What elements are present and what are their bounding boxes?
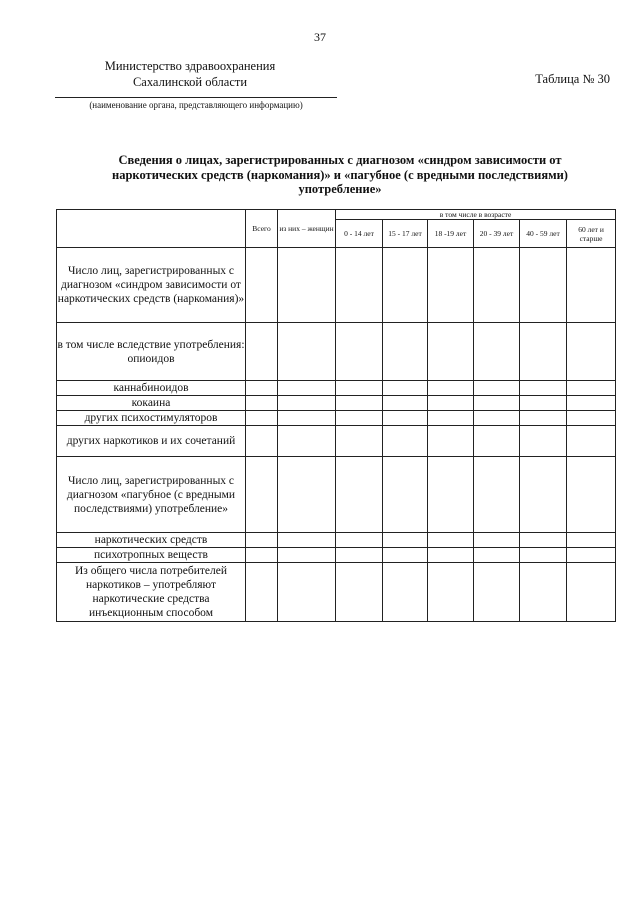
table-cell	[474, 533, 520, 548]
table-cell	[520, 396, 567, 411]
header-total: Всего	[246, 210, 278, 248]
header-age-0-14: 0 - 14 лет	[336, 220, 383, 248]
table-cell	[336, 381, 383, 396]
row-label: каннабиноидов	[57, 381, 246, 396]
table-cell	[520, 248, 567, 323]
table-cell	[383, 533, 428, 548]
table-row	[57, 548, 616, 563]
organization-name	[90, 58, 290, 90]
table-cell	[474, 323, 520, 381]
table-cell	[520, 323, 567, 381]
table-row	[57, 381, 616, 396]
table-cell	[383, 323, 428, 381]
table-cell	[474, 381, 520, 396]
header-row-1	[57, 210, 616, 220]
table-cell	[383, 411, 428, 426]
row-label: в том числе вследствие употребления: опиоидов	[57, 323, 246, 381]
row-label: других наркотиков и их сочетаний	[57, 426, 246, 457]
header-women: из них – женщин	[278, 210, 336, 248]
table-cell	[428, 563, 474, 622]
table-cell	[246, 381, 278, 396]
document-title: Сведения о лицах, зарегистрированных с диагнозом «синдром зависимости от наркотических средств (наркомания)» и «пагубное (с вредными последствиями) употребление»	[112, 153, 568, 196]
row-label: других психостимуляторов	[57, 411, 246, 426]
table-cell	[567, 457, 616, 533]
table-cell	[567, 426, 616, 457]
table-cell	[246, 548, 278, 563]
table-cell	[246, 396, 278, 411]
table-cell	[567, 563, 616, 622]
table-cell	[278, 563, 336, 622]
header-age-15-17: 15 - 17 лет	[383, 220, 428, 248]
table-cell	[246, 426, 278, 457]
row-label: Число лиц, зарегистрированных с диагнозом «синдром зависимости от наркотических средств (наркомания)»	[57, 248, 246, 323]
table-cell	[246, 248, 278, 323]
organization-underline	[55, 97, 337, 98]
table-cell	[428, 248, 474, 323]
table-cell	[383, 563, 428, 622]
table-cell	[246, 533, 278, 548]
table-cell	[336, 563, 383, 622]
table-row	[57, 533, 616, 548]
row-label: кокаина	[57, 396, 246, 411]
table-row	[57, 396, 616, 411]
table-cell	[474, 411, 520, 426]
table-row	[57, 457, 616, 533]
table-row	[57, 411, 616, 426]
table-cell	[428, 426, 474, 457]
table-cell	[520, 533, 567, 548]
table-cell	[474, 396, 520, 411]
table-cell	[336, 248, 383, 323]
table-cell	[428, 548, 474, 563]
table-cell	[336, 323, 383, 381]
table-cell	[428, 396, 474, 411]
header-age-18-19: 18 -19 лет	[428, 220, 474, 248]
table-row	[57, 426, 616, 457]
organization-line-2: Сахалинской области	[132, 75, 248, 89]
table-cell	[520, 548, 567, 563]
table-cell	[383, 396, 428, 411]
table-cell	[278, 396, 336, 411]
table-cell	[246, 323, 278, 381]
table-cell	[383, 248, 428, 323]
table-cell	[520, 426, 567, 457]
row-label: Из общего числа потребителей наркотиков – употребляют наркотические средства инъекционным способом	[57, 563, 246, 622]
table-cell	[428, 411, 474, 426]
table-cell	[567, 323, 616, 381]
table-cell	[278, 323, 336, 381]
header-age-60-plus: 60 лет и старше	[567, 220, 616, 248]
table-cell	[278, 381, 336, 396]
table-cell	[520, 411, 567, 426]
table-cell	[278, 457, 336, 533]
table-cell	[474, 563, 520, 622]
header-corner	[57, 210, 246, 248]
table-row	[57, 323, 616, 381]
organization-caption: (наименование органа, представляющего информацию)	[89, 100, 303, 110]
table-cell	[567, 396, 616, 411]
table-cell	[567, 381, 616, 396]
table-row	[57, 248, 616, 323]
table-cell	[428, 457, 474, 533]
table-cell	[336, 548, 383, 563]
table-cell	[278, 411, 336, 426]
table-cell	[246, 411, 278, 426]
table-cell	[336, 533, 383, 548]
table-cell	[474, 457, 520, 533]
table-cell	[520, 381, 567, 396]
table-cell	[278, 533, 336, 548]
header-age-group: в том числе в возрасте	[336, 210, 616, 220]
organization-line-1: Министерство здравоохранения	[104, 59, 276, 73]
table-cell	[278, 426, 336, 457]
table-cell	[567, 411, 616, 426]
row-label: наркотических средств	[57, 533, 246, 548]
table-cell	[246, 563, 278, 622]
table-cell	[474, 548, 520, 563]
table-cell	[278, 548, 336, 563]
statistics-table	[56, 209, 616, 622]
table-cell	[567, 248, 616, 323]
header-age-40-59: 40 - 59 лет	[520, 220, 567, 248]
table-cell	[520, 457, 567, 533]
table-cell	[383, 457, 428, 533]
page-number: 37	[314, 30, 326, 44]
table-row	[57, 563, 616, 622]
table-cell	[336, 426, 383, 457]
table-cell	[336, 396, 383, 411]
table-body	[57, 248, 616, 622]
table-cell	[383, 548, 428, 563]
row-label: психотропных веществ	[57, 548, 246, 563]
header-age-20-39: 20 - 39 лет	[474, 220, 520, 248]
table-cell	[246, 457, 278, 533]
table-number: Таблица № 30	[535, 72, 610, 86]
table-cell	[428, 323, 474, 381]
table-cell	[278, 248, 336, 323]
table-cell	[567, 548, 616, 563]
table-cell	[336, 411, 383, 426]
table-cell	[567, 533, 616, 548]
table-cell	[383, 381, 428, 396]
table-cell	[474, 426, 520, 457]
table-cell	[383, 426, 428, 457]
table-cell	[474, 248, 520, 323]
table-cell	[428, 381, 474, 396]
table-cell	[520, 563, 567, 622]
table-cell	[336, 457, 383, 533]
row-label: Число лиц, зарегистрированных с диагнозом «пагубное (с вредными последствиями) употребление»	[57, 457, 246, 533]
table-cell	[428, 533, 474, 548]
